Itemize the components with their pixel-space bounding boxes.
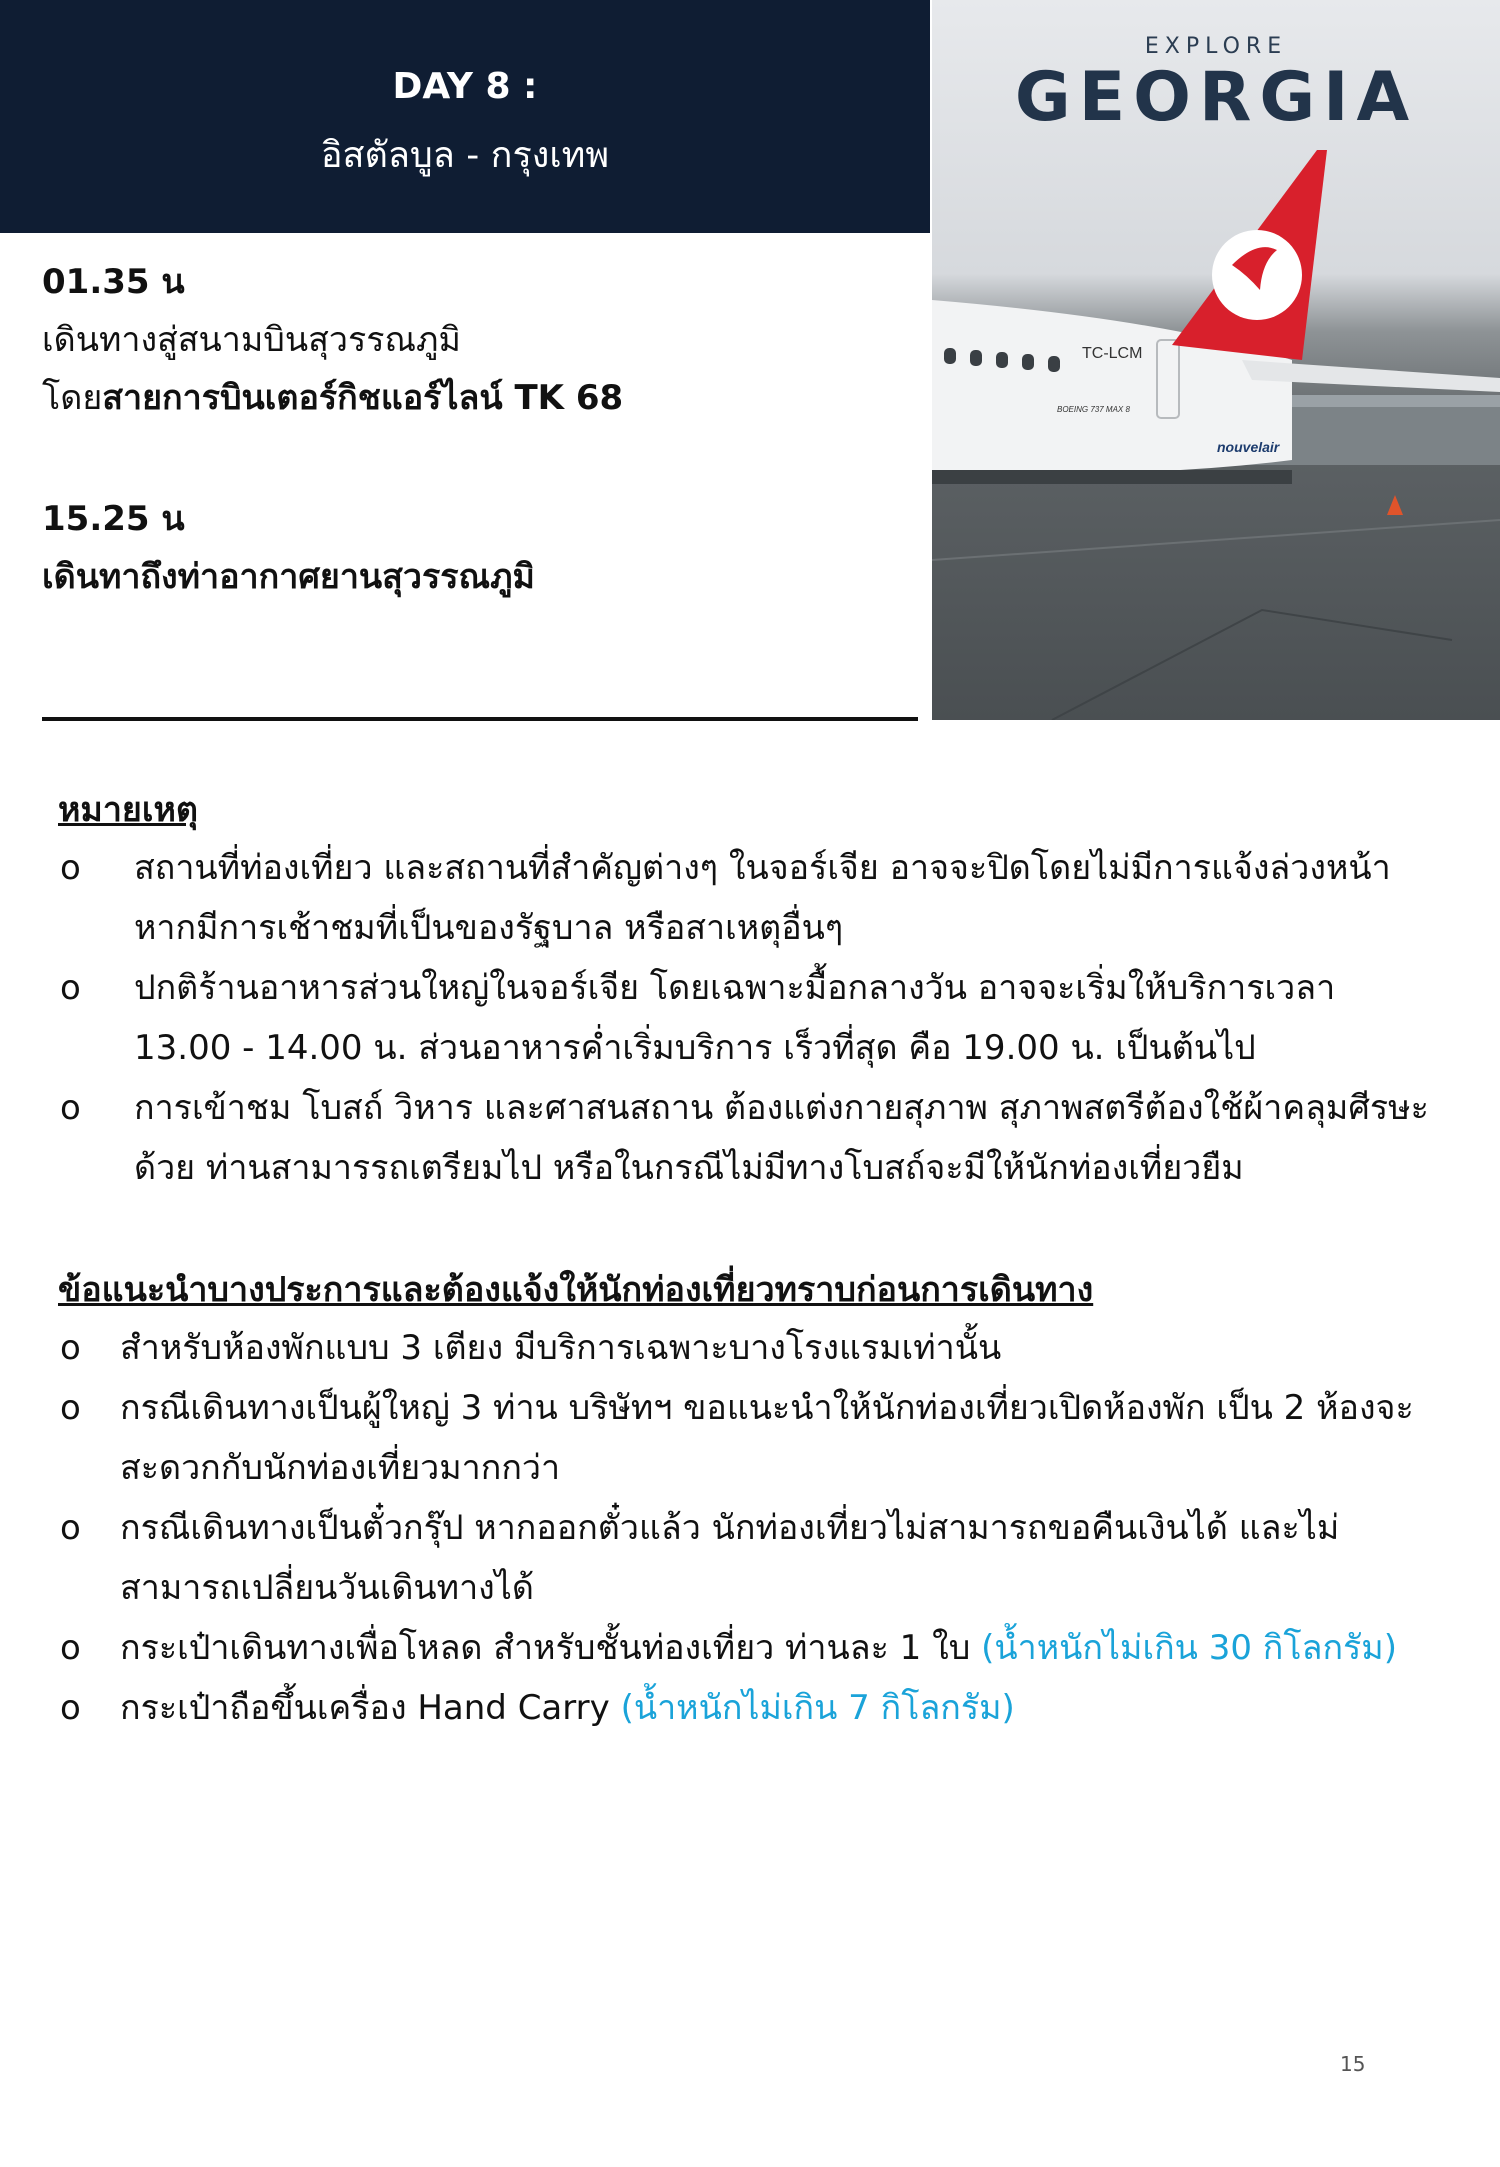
luggage-weight-limit: (น้ำหนักไม่เกิน 30 กิโลกรัม)	[981, 1628, 1397, 1668]
georgia-title: GEORGIA	[1014, 58, 1418, 137]
bullet-icon: o	[60, 1688, 81, 1728]
schedule-item-1	[42, 253, 623, 427]
schedule-flight	[42, 369, 623, 427]
distant-airline: nouvelair	[1217, 439, 1280, 455]
tarmac-crack	[1052, 610, 1452, 720]
list-item: o สำหรับห้องพักแบบ 3 เตียง มีบริการเฉพาะบางโรงแรมเท่านั้น	[58, 1318, 1448, 1378]
carry-weight-limit: (น้ำหนักไม่เกิน 7 กิโลกรัม)	[620, 1688, 1015, 1728]
section-divider	[42, 717, 918, 721]
schedule-time: 01.35 น	[42, 262, 185, 302]
day-route: อิสตัลบูล - กรุงเทพ	[320, 135, 610, 176]
airport-photo	[932, 0, 1500, 720]
flight-name: สายการบินเตอร์กิชแอร์ไลน์ TK 68	[102, 378, 624, 418]
schedule-text: เดินทาถึงท่าอากาศยานสุวรรณภูมิ	[42, 557, 535, 597]
page-number: 15	[1340, 2052, 1366, 2076]
notes-list	[58, 838, 1438, 1198]
list-item: o ปกติร้านอาหารส่วนใหญ่ในจอร์เจีย โดยเฉพาะมื้อกลางวัน อาจจะเริ่มให้บริการเวลา 13.00 - 14.00 น. ส่วนอาหารค่ำเริ่มบริการ เร็วที่สุด คือ 19.00 น. เป็นต้นไป	[58, 958, 1438, 1078]
bullet-icon: o	[60, 848, 81, 888]
day-title: DAY 8 :	[392, 66, 538, 107]
notes-title: หมายเหตุ	[58, 790, 198, 830]
bullet-icon: o	[60, 1508, 81, 1548]
flight-prefix: โดย	[42, 378, 103, 418]
day-header	[0, 0, 930, 233]
schedule-time: 15.25 น	[42, 499, 185, 539]
list-item: o กระเป๋าเดินทางเพื่อโหลด สำหรับชั้นท่องเที่ยว ท่านละ 1 ใบ (น้ำหนักไม่เกิน 30 กิโลกรัม)	[58, 1618, 1448, 1678]
tips-list	[58, 1318, 1448, 1738]
schedule-item-2	[42, 490, 535, 606]
list-item: o กรณีเดินทางเป็นผู้ใหญ่ 3 ท่าน บริษัทฯ ขอแนะนำให้นักท่องเที่ยวเปิดห้องพัก เป็น 2 ห้องจะสะดวกกับนักท่องเที่ยวมากกว่า	[58, 1378, 1448, 1498]
list-item: o การเข้าชม โบสถ์ วิหาร และศาสนสถาน ต้องแต่งกายสุภาพ สุภาพสตรีต้องใช้ผ้าคลุมศีรษะด้วย ท่านสามารรถเตรียมไป หรือในกรณีไม่มีทางโบสถ์จะมีให้นักท่องเที่ยวยืม	[58, 1078, 1438, 1198]
list-item: o สถานที่ท่องเที่ยว และสถานที่สำคัญต่างๆ ในจอร์เจีย อาจจะปิดโดยไม่มีการแจ้งล่วงหน้าหากมีการเช้าชมที่เป็นของรัฐบาล หรือสาเหตุอื่นๆ	[58, 838, 1438, 958]
list-item: o กระเป๋าถือขึ้นเครื่อง Hand Carry (น้ำหนักไม่เกิน 7 กิโลกรัม)	[58, 1678, 1448, 1738]
explore-label: EXPLORE	[1144, 34, 1288, 59]
list-item: o กรณีเดินทางเป็นตั๋วกรุ๊ป หากออกตั๋วแล้ว นักท่องเที่ยวไม่สามารถขอคืนเงินได้ และไม่สามารถเปลี่ยนวันเดินทางได้	[58, 1498, 1448, 1618]
tips-title: ข้อแนะนำบางประการและต้องแจ้งให้นักท่องเที่ยวทราบก่อนการเดินทาง	[58, 1270, 1094, 1310]
schedule-text: เดินทางสู่สนามบินสุวรรณภูมิ	[42, 320, 461, 360]
fuselage-shadow	[932, 470, 1292, 484]
aircraft-model: BOEING 737 MAX 8	[1057, 405, 1130, 414]
tarmac-line	[932, 520, 1500, 560]
traffic-cone	[1387, 495, 1403, 515]
bullet-icon: o	[60, 1088, 81, 1128]
bullet-icon: o	[60, 1328, 81, 1368]
bullet-icon: o	[60, 1388, 81, 1428]
bullet-icon: o	[60, 968, 81, 1008]
aircraft-reg: TC-LCM	[1082, 345, 1143, 362]
bullet-icon: o	[60, 1628, 81, 1668]
